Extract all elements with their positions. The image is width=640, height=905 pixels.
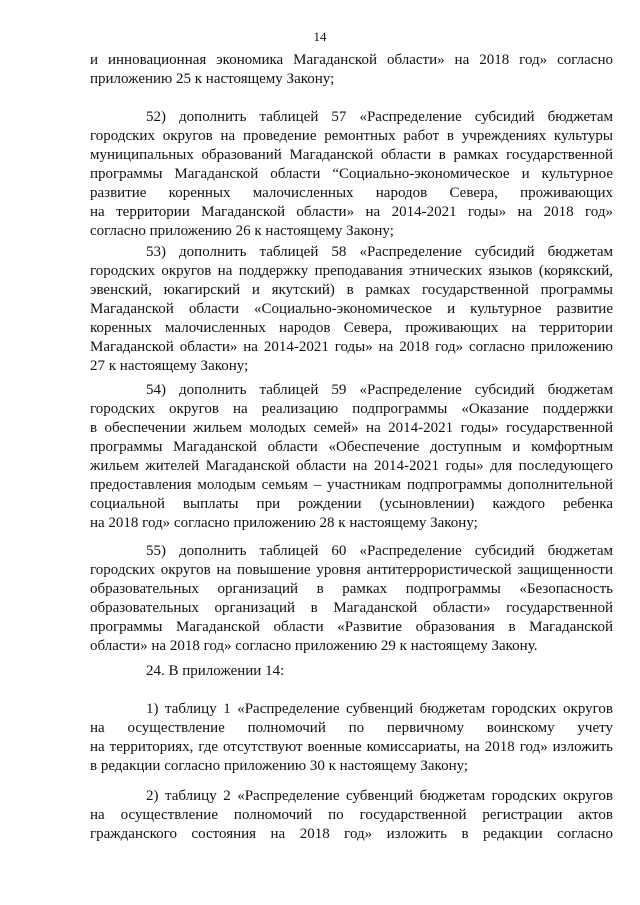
text-line: на 2018 год» согласно приложению 28 к настоящему Закону;	[90, 515, 478, 531]
text-line: области» на 2018 год» согласно приложению 29 к настоящему Закону.	[90, 638, 538, 654]
text-line: в обеспечении жильем молодых семей» на 2014-2021 годы» государственной	[90, 420, 613, 436]
text-line: согласно приложению 26 к настоящему Закону;	[90, 223, 394, 239]
text-line: 27 к настоящему Закону;	[90, 358, 249, 374]
text-line: 24. В приложении 14:	[146, 663, 285, 679]
text-line: Магаданской области» на 2014-2021 годы» на 2018 год» согласно приложению	[90, 339, 613, 355]
text-line: гражданского состояния на 2018 год» изложить в редакции согласно	[90, 826, 613, 842]
text-line: на осуществление полномочий по первичному воинскому учету	[90, 720, 613, 736]
text-line: 53) дополнить таблицей 58 «Распределение субсидий бюджетам	[146, 244, 613, 260]
text-line: социальной выплаты при рождении (усыновлении) каждого ребенка	[90, 496, 613, 512]
text-line: городских округов на проведение ремонтных работ в учреждениях культуры	[90, 128, 613, 144]
paragraph-item-53	[90, 243, 613, 376]
text-line: коренных малочисленных народов Севера, проживающих на территории	[90, 320, 613, 336]
text-line: в редакции согласно приложению 30 к настоящему Закону;	[90, 758, 469, 774]
list-item-2	[90, 787, 613, 844]
section-heading-24	[90, 662, 613, 681]
text-line: на территории Магаданской области» на 2014-2021 годы» на 2018 год»	[90, 204, 613, 220]
text-line: эвенский, юкагирский и якутский) в рамках государственной программы	[90, 282, 613, 298]
text-line: Магаданской области «Социально-экономическое и культурное развитие	[90, 301, 613, 317]
paragraph-continuation	[90, 51, 613, 89]
text-line: 54) дополнить таблицей 59 «Распределение субсидий бюджетам	[146, 382, 613, 398]
paragraph-item-55	[90, 542, 613, 656]
text-line: образовательных организаций в Магаданской области» государственной	[90, 600, 613, 616]
text-line: городских округов на поддержку преподавания этнических языков (корякский,	[90, 263, 613, 279]
text-line: на осуществление полномочий по государственной регистрации актов	[90, 807, 613, 823]
text-line: и инновационная экономика Магаданской области» на 2018 год» согласно	[90, 52, 613, 68]
text-line: программы Магаданской области “Социально-экономическое и культурное	[90, 166, 613, 182]
text-line: городских округов на повышение уровня антитеррористической защищенности	[90, 562, 613, 578]
text-line: 55) дополнить таблицей 60 «Распределение субсидий бюджетам	[146, 543, 613, 559]
text-line: предоставления молодым семьям – участникам подпрограммы дополнительной	[90, 477, 613, 493]
text-line: 1) таблицу 1 «Распределение субвенций бюджетам городских округов	[146, 701, 613, 717]
paragraph-item-54	[90, 381, 613, 533]
page-number: 14	[313, 29, 327, 44]
paragraph-item-52	[90, 108, 613, 241]
text-line: программы Магаданской области «Развитие образования в Магаданской	[90, 619, 613, 635]
text-line: развитие коренных малочисленных народов Севера, проживающих	[90, 185, 613, 201]
list-item-1	[90, 700, 613, 776]
text-line: жильем жителей Магаданской области на 2014-2021 годы» для последующего	[90, 458, 613, 474]
text-line: приложению 25 к настоящему Закону;	[90, 71, 335, 87]
text-line: программы Магаданской области «Обеспечение доступным и комфортным	[90, 439, 613, 455]
text-line: на территориях, где отсутствуют военные комиссариаты, на 2018 год» изложить	[90, 739, 613, 755]
text-line: 2) таблицу 2 «Распределение субвенций бюджетам городских округов	[146, 788, 613, 804]
text-line: городских округов на реализацию подпрограммы «Оказание поддержки	[90, 401, 613, 417]
text-line: 52) дополнить таблицей 57 «Распределение субсидий бюджетам	[146, 109, 613, 125]
text-line: образовательных организаций в рамках подпрограммы «Безопасность	[90, 581, 613, 597]
text-line: муниципальных образований Магаданской области в рамках государственной	[90, 147, 613, 163]
